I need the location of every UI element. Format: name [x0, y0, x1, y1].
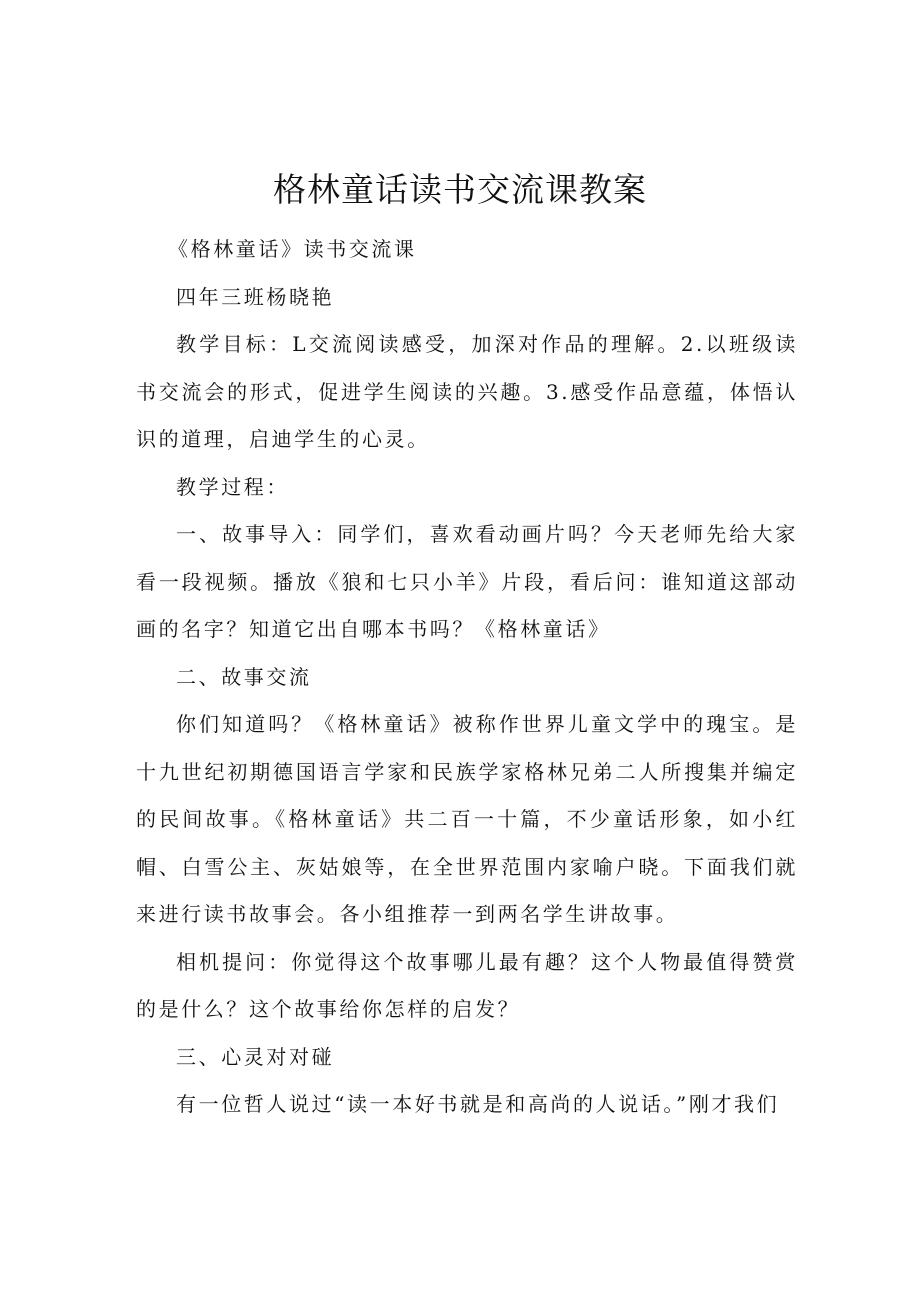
story-exchange-heading: 二、故事交流 — [176, 664, 312, 689]
document-title: 格林童话读书交流课教案 — [273, 170, 647, 209]
teaching-goals-paragraph: 教学目标：L交流阅读感受，加深对作品的理解。2.以班级读书交流会的形式，促进学生阅读的兴趣。3.感受作品意蕴，体悟认识的道理，启迪学生的心灵。 — [136, 332, 798, 451]
document-body — [136, 226, 798, 1129]
story-exchange-paragraph: 你们知道吗？《格林童话》被称作世界儿童文学中的瑰宝。是十九世纪初期德国语言学家和民族学家格林兄弟二人所搜集并编定的民间故事。《格林童话》共二百一十篇，不少童话形象，如小红帽、白雪公主、灰姑娘等，在全世界范围内家喻户晓。下面我们就来进行读书故事会。各小组推荐一到两名学生讲故事。 — [136, 712, 798, 926]
story-intro-paragraph: 一、故事导入：同学们，喜欢看动画片吗？今天老师先给大家看一段视频。播放《狼和七只小羊》片段，看后问：谁知道这部动画的名字？知道它出自哪本书吗？《格林童话》 — [136, 522, 798, 641]
philosopher-quote-paragraph: 有一位哲人说过“读一本好书就是和高尚的人说话。”刚才我们 — [176, 1092, 780, 1116]
teaching-process-heading: 教学过程： — [176, 474, 289, 499]
class-teacher-line: 四年三班杨晓艳 — [176, 284, 335, 309]
heart-exchange-heading: 三、心灵对对碰 — [176, 1044, 335, 1069]
questions-paragraph: 相机提问：你觉得这个故事哪儿最有趣？这个人物最值得赞赏的是什么？这个故事给你怎样的启发？ — [136, 949, 798, 1021]
lesson-subtitle: 《格林童话》读书交流课 — [168, 237, 417, 261]
